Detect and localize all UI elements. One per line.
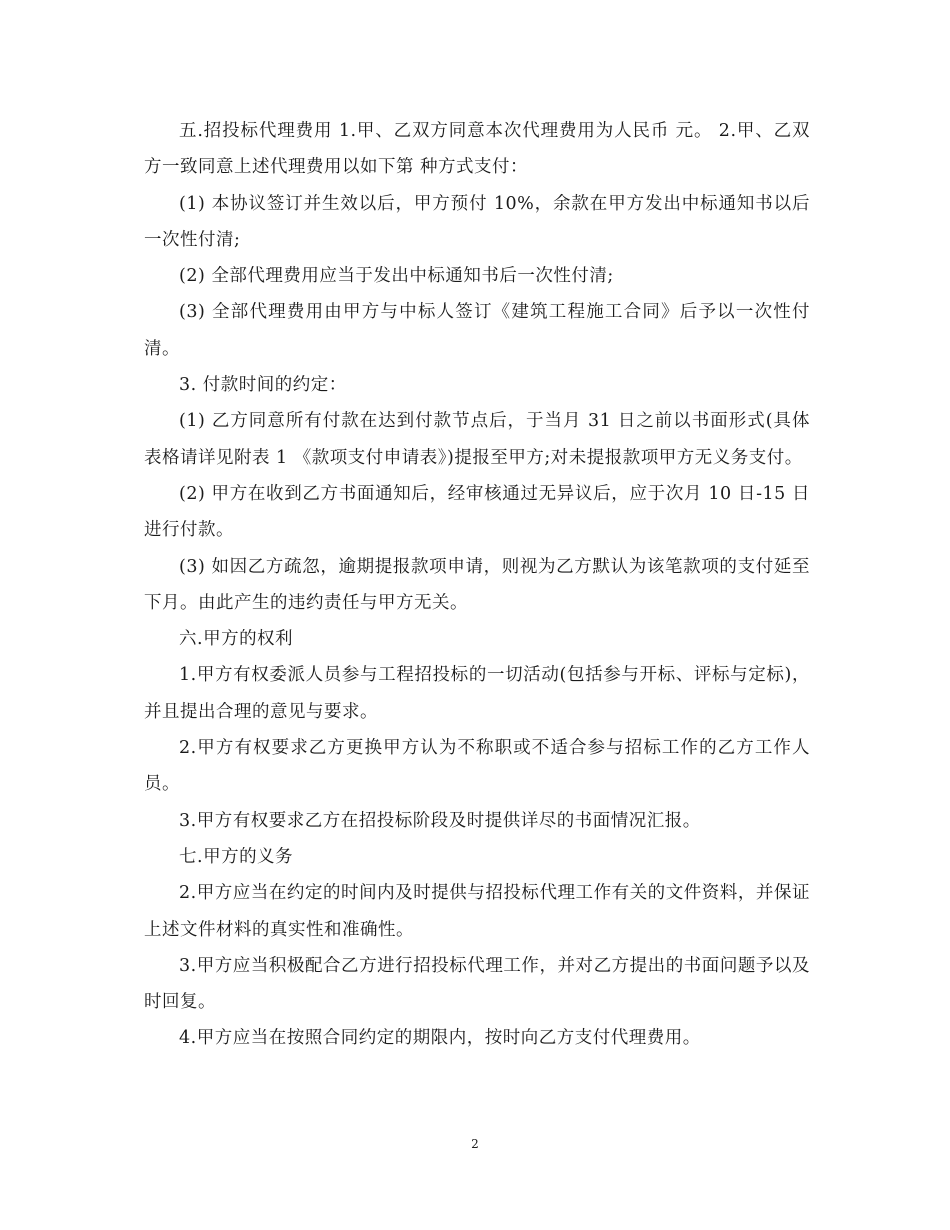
paragraph-payment-time-heading: 3. 付款时间的约定： bbox=[179, 375, 347, 396]
document-body bbox=[144, 113, 810, 1057]
paragraph-agency-fee: 五.招投标代理费用 1.甲、乙双方同意本次代理费用为人民币 元。 2.甲、乙双方一致同意上述代理费用以如下第 种方式支付： bbox=[144, 121, 810, 178]
paragraph-rights-2: 2.甲方有权要求乙方更换甲方认为不称职或不适合参与招标工作的乙方工作人员。 bbox=[144, 738, 810, 795]
paragraph-payment-option-2: (2) 全部代理费用应当于发出中标通知书后一次性付清; bbox=[179, 266, 614, 287]
paragraph-payment-option-3: (3) 全部代理费用由甲方与中标人签订《建筑工程施工合同》后予以一次性付清。 bbox=[144, 302, 810, 359]
paragraph-rights-1: 1.甲方有权委派人员参与工程招投标的一切活动(包括参与开标、评标与定标)，并且提出合理的意见与要求。 bbox=[144, 665, 810, 722]
paragraph-rights-3: 3.甲方有权要求乙方在招投标阶段及时提供详尽的书面情况汇报。 bbox=[179, 810, 701, 831]
paragraph-payment-time-2: (2) 甲方在收到乙方书面通知后，经审核通过无异议后，应于次月 10 日-15 日进行付款。 bbox=[144, 483, 810, 541]
paragraph-obligations-3: 3.甲方应当积极配合乙方进行招投标代理工作，并对乙方提出的书面问题予以及时回复。 bbox=[144, 955, 810, 1013]
paragraph-obligations-4: 4.甲方应当在按照合同约定的期限内，按时向乙方支付代理费用。 bbox=[179, 1028, 701, 1049]
section-heading-party-a-rights: 六.甲方的权利 bbox=[179, 629, 294, 650]
section-heading-party-a-obligations: 七.甲方的义务 bbox=[179, 846, 294, 867]
paragraph-obligations-2: 2.甲方应当在约定的时间内及时提供与招投标代理工作有关的文件资料，并保证上述文件材料的真实性和准确性。 bbox=[144, 883, 810, 940]
paragraph-payment-time-1: (1) 乙方同意所有付款在达到付款节点后，于当月 31 日之前以书面形式(具体表格请详见附表 1 《款项支付申请表》)提报至甲方;对未提报款项甲方无义务支付。 bbox=[144, 411, 810, 468]
page-number: 2 bbox=[471, 1137, 479, 1151]
paragraph-payment-time-3: (3) 如因乙方疏忽，逾期提报款项申请，则视为乙方默认为该笔款项的支付延至下月。由此产生的违约责任与甲方无关。 bbox=[144, 556, 810, 613]
paragraph-payment-option-1: (1) 本协议签订并生效以后，甲方预付 10%，余款在甲方发出中标通知书以后一次性付清; bbox=[144, 193, 810, 250]
